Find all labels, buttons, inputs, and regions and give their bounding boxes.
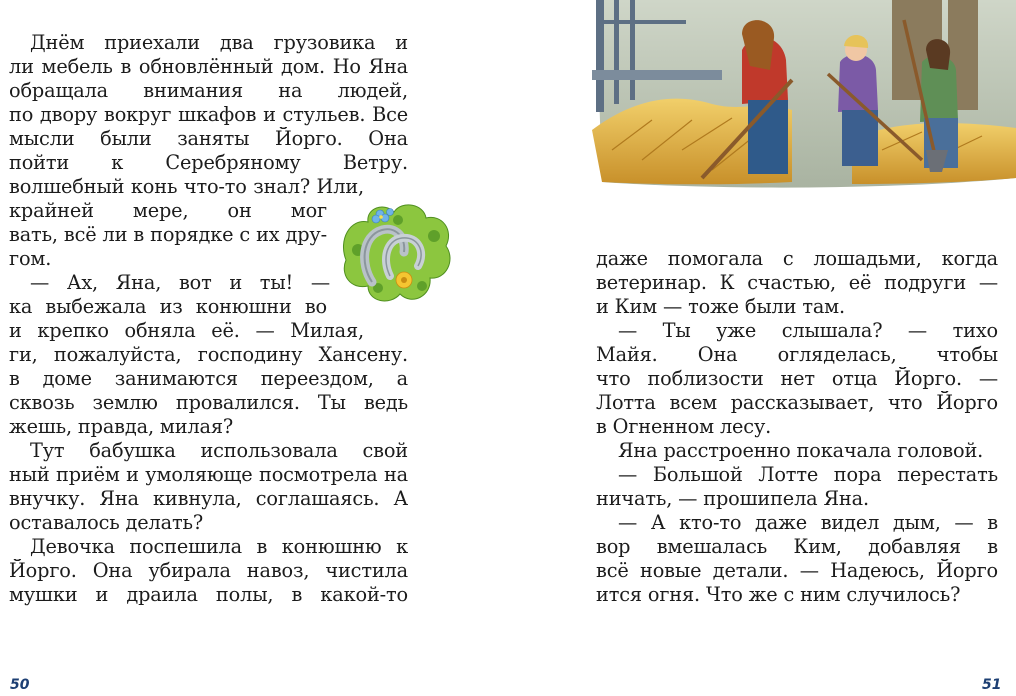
right-page <box>508 0 1016 696</box>
text-line: Лотта всем рассказывает, что Йорго <box>596 391 998 414</box>
text-line: ничать, — прошипела Яна. <box>596 487 869 510</box>
text-line: — А кто-то даже видел дым, — в <box>618 511 998 534</box>
text-line: ится огня. Что же с ним случилось? <box>596 583 961 606</box>
text-line: даже помогала с лошадьми, когда <box>596 247 998 270</box>
text-line: сквозь землю провалился. Ты ведь <box>9 391 408 414</box>
text-line: Майя. Она огляделась, чтобы <box>596 343 998 366</box>
page-number: 51 <box>982 677 1002 693</box>
text-line: пойти к Серебряному Ветру. <box>9 151 408 174</box>
text-line: ли мебель в обновлённый дом. Но Яна <box>9 55 408 78</box>
text-line: жешь, правда, милая? <box>9 415 234 438</box>
page-number: 50 <box>10 677 30 693</box>
text-line: гом. <box>9 247 52 270</box>
text-line: Днём приехали два грузовика и <box>30 31 408 54</box>
text-line: — Большой Лотте пора перестать <box>618 463 998 486</box>
text-line: Йорго. Она убирала навоз, чистила <box>9 559 408 582</box>
text-line: мушки и драила полы, в какой-то <box>9 583 408 606</box>
text-line: мысли были заняты Йорго. Она <box>9 127 408 150</box>
text-line: и Ким — тоже были там. <box>596 295 846 318</box>
text-line: по двору вокруг шкафов и стульев. Все <box>9 103 408 126</box>
horseshoe-flower-icon <box>338 200 454 306</box>
text-line: в Огненном лесу. <box>596 415 772 438</box>
text-line: и крепко обняла её. — Милая, <box>9 319 364 342</box>
text-line: вор вмешалась Ким, добавляя в <box>596 535 998 558</box>
text-line: крайней мере, он мог <box>9 199 327 222</box>
text-line: Девочка поспешила в конюшню к <box>30 535 408 558</box>
text-line: ный приём и умоляюще посмотрела на <box>9 463 408 486</box>
text-line: всё новые детали. — Надеюсь, Йорго <box>596 559 998 582</box>
text-line: — Ах, Яна, вот и ты! — <box>30 271 330 294</box>
text-line: ветеринар. К счастью, её подруги — <box>596 271 998 294</box>
text-line: ка выбежала из конюшни во <box>9 295 327 318</box>
text-line: ги, пожалуйста, господину Хансену. <box>9 343 408 366</box>
text-line: волшебный конь что-то знал? Или, <box>9 175 364 198</box>
text-line: Яна расстроенно покачала головой. <box>618 439 984 462</box>
text-line: — Ты уже слышала? — тихо <box>618 319 998 342</box>
text-line: в доме занимаются переездом, а <box>9 367 408 390</box>
text-line: что поблизости нет отца Йорго. — <box>596 367 998 390</box>
text-line: Тут бабушка использовала свой <box>30 439 408 462</box>
stable-girls-raking-hay-illustration <box>592 0 1016 190</box>
text-line: внучку. Яна кивнула, соглашаясь. А <box>9 487 408 510</box>
text-line: оставалось делать? <box>9 511 204 534</box>
text-line: обращала внимания на людей, <box>9 79 408 102</box>
text-line: вать, всё ли в порядке с их дру- <box>9 223 327 246</box>
